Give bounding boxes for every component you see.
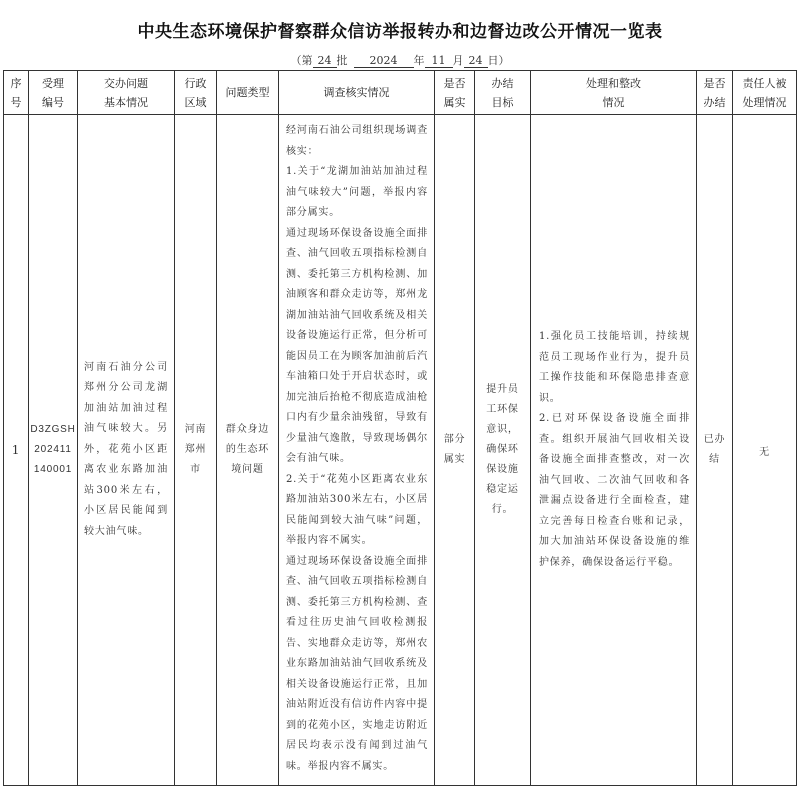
cell-investigation xyxy=(279,115,435,786)
cell-handling xyxy=(531,115,697,786)
cell-goal: 提升员工环保意识，确保环保设施稳定运行。 xyxy=(475,115,531,786)
header-goal: 办结 目标 xyxy=(475,71,531,115)
table-header-row xyxy=(4,71,797,115)
year-suffix: 年 xyxy=(413,54,425,67)
cell-is-true: 部分属实 xyxy=(435,115,475,786)
cell-accept-no: D3ZGSH 202411 140001 xyxy=(29,115,78,786)
batch-suffix: 批 xyxy=(336,54,348,67)
cell-is-closed: 已办结 xyxy=(697,115,733,786)
handling-item-1: 1.强化员工技能培训，持续规范员工现场作业行为，提升员工操作技能和环保隐患排查意识。 xyxy=(539,331,690,404)
header-handling: 处理和整改 情况 xyxy=(531,71,697,115)
investigation-intro: 经河南石油公司组织现场调查核实： xyxy=(286,125,428,157)
cell-seq: 1 xyxy=(4,115,29,786)
header-investigation: 调查核实情况 xyxy=(279,71,435,115)
investigation-item-1: 1.关于“龙湖加油站加油过程油气味较大”问题，举报内容部分属实。 xyxy=(286,166,428,218)
table-row xyxy=(4,115,797,786)
month-value: 11 xyxy=(425,54,453,68)
header-is-closed: 是否 办结 xyxy=(697,71,733,115)
cell-region: 河南郑州市 xyxy=(175,115,217,786)
cell-type: 群众身边的生态环境问题 xyxy=(217,115,279,786)
page-title: 中央生态环境保护督察群众信访举报转办和边督边改公开情况一览表 xyxy=(137,22,663,42)
header-seq: 序 号 xyxy=(4,71,29,115)
day-suffix: 日） xyxy=(487,54,510,67)
subtitle-open: （第 xyxy=(290,54,313,67)
investigation-detail-2: 通过现场环保设备设施全面排查、油气回收五项指标检测自测、委托第三方机构检测、查看过往历史油气回收检测报告、实地群众走访等，郑州农业东路加油站油气回收系统及相关设备设施运行正常，且加油站附近没有信访件内容中提到的花苑小区，实地走访附近居民均表示没有闻到过油气味。举报内容不属实。 xyxy=(286,555,428,772)
investigation-item-2: 2.关于“花苑小区距离农业东路加油站300米左右，小区居民能闻到较大油气味”问题，举报内容不属实。 xyxy=(286,473,428,546)
handling-item-2: 2.已对环保设备设施全面排查。组织开展油气回收相关设备设施全面排查整改，对一次油气回收、二次油气回收和各泄漏点设备进行全面检查，建立完善每日检查台账和记录，加大加油站环保设备设施的维护保养，确保设备运行平稳。 xyxy=(539,413,690,568)
batch-number: 24 xyxy=(313,54,337,68)
year-value: 2024 xyxy=(354,54,414,68)
batch-date-line xyxy=(0,52,800,68)
investigation-detail-1: 通过现场环保设备设施全面排查、油气回收五项指标检测自测、委托第三方机构检测、加油顾客和群众走访等，郑州龙湖加油站油气回收系统及相关设备设施运行正常，但分析可能因员工在为顾客加油前后汽车油箱口处于开启状态时，或加完油后抬枪不彻底造成油枪口内有少量余油残留，导致有少量油气逸散，导致现场偶尔会有油气味。 xyxy=(286,227,428,464)
month-suffix: 月 xyxy=(452,54,464,67)
disclosure-table xyxy=(3,70,797,786)
header-accept-no: 受理 编号 xyxy=(29,71,78,115)
cell-responsible: 无 xyxy=(733,115,797,786)
header-basic: 交办问题 基本情况 xyxy=(78,71,175,115)
header-is-true: 是否 属实 xyxy=(435,71,475,115)
cell-basic: 河南石油分公司郑州分公司龙湖加油站加油过程油气味较大。另外，花苑小区距离农业东路加油站300米左右，小区居民能闻到较大油气味。 xyxy=(78,115,175,786)
header-region: 行政 区域 xyxy=(175,71,217,115)
header-responsible: 责任人被 处理情况 xyxy=(733,71,797,115)
day-value: 24 xyxy=(464,54,488,68)
header-type: 问题类型 xyxy=(217,71,279,115)
